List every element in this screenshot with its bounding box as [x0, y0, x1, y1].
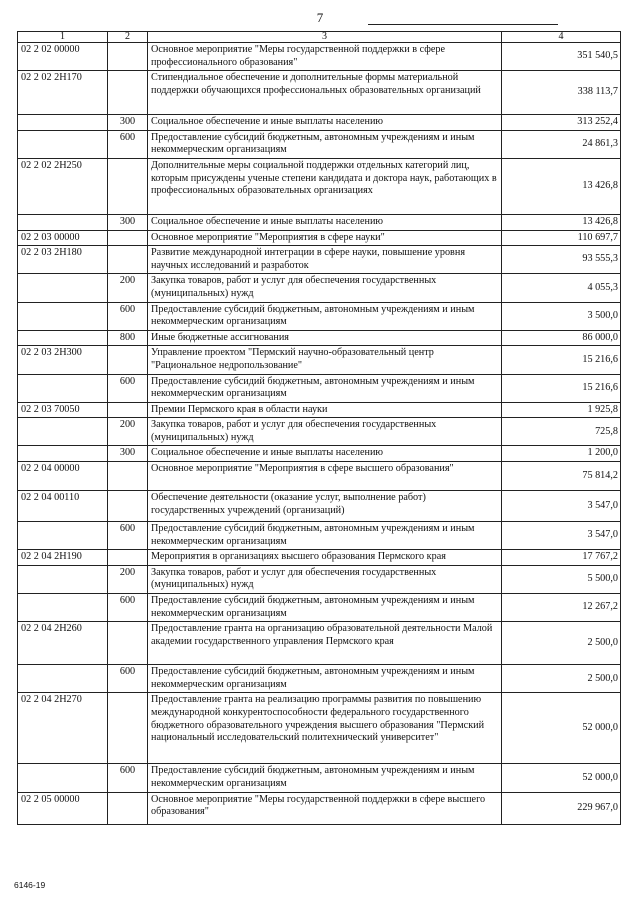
- row-code: [18, 594, 108, 622]
- row-amount: 338 113,7: [502, 71, 621, 115]
- row-code: [18, 130, 108, 158]
- row-amount: 93 555,3: [502, 246, 621, 274]
- row-expense-type: 600: [108, 302, 148, 330]
- row-expense-type: [108, 230, 148, 246]
- row-code: 02 2 04 00110: [18, 491, 108, 522]
- table-row: [18, 43, 621, 71]
- row-code: 02 2 03 00000: [18, 230, 108, 246]
- row-amount: 17 767,2: [502, 550, 621, 566]
- row-name: Предоставление субсидий бюджетным, автономным учреждениям и иным некоммерческим организациям: [148, 130, 502, 158]
- table-row: [18, 402, 621, 418]
- row-code: 02 2 04 00000: [18, 462, 108, 491]
- header-cell: 2: [108, 32, 148, 43]
- table-row: [18, 374, 621, 402]
- row-expense-type: 600: [108, 594, 148, 622]
- row-name: Иные бюджетные ассигнования: [148, 330, 502, 346]
- row-name: Дополнительные меры социальной поддержки отдельных категорий лиц, которым присуждены ученые степени кандидата и доктора наук, работающих в профессиональных образовательных организациях: [148, 158, 502, 214]
- table-row: [18, 71, 621, 115]
- row-expense-type: 600: [108, 522, 148, 550]
- row-name: Мероприятия в организациях высшего образования Пермского края: [148, 550, 502, 566]
- table-row: [18, 158, 621, 214]
- table-row: [18, 565, 621, 593]
- row-name: Обеспечение деятельности (оказание услуг, выполнение работ) государственных учреждений (организаций): [148, 491, 502, 522]
- row-name: Основное мероприятие "Меры государственной поддержки в сфере высшего образования": [148, 792, 502, 824]
- table-row: [18, 550, 621, 566]
- row-code: 02 2 04 2Н260: [18, 622, 108, 665]
- row-code: [18, 522, 108, 550]
- row-amount: 110 697,7: [502, 230, 621, 246]
- row-name: Предоставление субсидий бюджетным, автономным учреждениям и иным некоммерческим организациям: [148, 764, 502, 792]
- row-expense-type: [108, 462, 148, 491]
- row-code: [18, 418, 108, 446]
- row-name: Предоставление субсидий бюджетным, автономным учреждениям и иным некоммерческим организациям: [148, 374, 502, 402]
- footer-code: 6146-19: [14, 880, 46, 890]
- row-code: 02 2 02 2Н250: [18, 158, 108, 214]
- row-name: Закупка товаров, работ и услуг для обеспечения государственных (муниципальных) нужд: [148, 418, 502, 446]
- row-expense-type: [108, 402, 148, 418]
- row-amount: 1 925,8: [502, 402, 621, 418]
- row-name: Предоставление гранта на организацию образовательной деятельности Малой академии государственного управления Пермского края: [148, 622, 502, 665]
- row-expense-type: 200: [108, 565, 148, 593]
- row-amount: 52 000,0: [502, 764, 621, 792]
- row-expense-type: [108, 158, 148, 214]
- table-row: [18, 491, 621, 522]
- table-row: [18, 274, 621, 302]
- row-name: Основное мероприятие "Мероприятия в сфере высшего образования": [148, 462, 502, 491]
- table-row: [18, 330, 621, 346]
- row-code: [18, 330, 108, 346]
- row-code: [18, 274, 108, 302]
- row-code: 02 2 04 2Н270: [18, 693, 108, 764]
- row-code: [18, 115, 108, 131]
- table-row: [18, 130, 621, 158]
- row-expense-type: 600: [108, 374, 148, 402]
- table-row: [18, 522, 621, 550]
- row-expense-type: 200: [108, 274, 148, 302]
- row-expense-type: [108, 792, 148, 824]
- row-code: 02 2 03 70050: [18, 402, 108, 418]
- row-name: Социальное обеспечение и иные выплаты населению: [148, 115, 502, 131]
- table-row: [18, 346, 621, 374]
- row-amount: 86 000,0: [502, 330, 621, 346]
- table-row: [18, 622, 621, 665]
- row-code: [18, 665, 108, 693]
- row-code: [18, 446, 108, 462]
- page-number: 7: [316, 10, 324, 25]
- table-row: [18, 462, 621, 491]
- row-code: 02 2 03 2Н180: [18, 246, 108, 274]
- table-row: [18, 302, 621, 330]
- row-name: Социальное обеспечение и иные выплаты населению: [148, 446, 502, 462]
- row-code: [18, 374, 108, 402]
- row-amount: 12 267,2: [502, 594, 621, 622]
- row-amount: 4 055,3: [502, 274, 621, 302]
- row-expense-type: [108, 246, 148, 274]
- row-expense-type: [108, 346, 148, 374]
- header-row: [18, 32, 621, 43]
- row-expense-type: 300: [108, 115, 148, 131]
- row-amount: 13 426,8: [502, 214, 621, 230]
- row-amount: 13 426,8: [502, 158, 621, 214]
- table-row: [18, 446, 621, 462]
- row-expense-type: [108, 693, 148, 764]
- row-name: Закупка товаров, работ и услуг для обеспечения государственных (муниципальных) нужд: [148, 274, 502, 302]
- row-name: Управление проектом "Пермский научно-образовательный центр "Рациональное недропользование": [148, 346, 502, 374]
- row-expense-type: [108, 43, 148, 71]
- row-expense-type: 300: [108, 214, 148, 230]
- row-expense-type: 200: [108, 418, 148, 446]
- row-amount: 5 500,0: [502, 565, 621, 593]
- row-expense-type: [108, 622, 148, 665]
- row-name: Основное мероприятие "Меры государственной поддержки в сфере профессионального образования": [148, 43, 502, 71]
- row-amount: 313 252,4: [502, 115, 621, 131]
- top-rule: [368, 24, 558, 25]
- row-expense-type: 300: [108, 446, 148, 462]
- row-expense-type: 600: [108, 665, 148, 693]
- row-name: Предоставление гранта на реализацию программы развития по повышению международной конкурентоспособности федерального государственного бюджетного образовательного учреждения высшего образования "Пермский национальный исследовательский политехнический университет": [148, 693, 502, 764]
- row-name: Развитие международной интеграции в сфере науки, повышение уровня научных исследований и разработок: [148, 246, 502, 274]
- table-row: [18, 665, 621, 693]
- row-amount: 229 967,0: [502, 792, 621, 824]
- row-amount: 24 861,3: [502, 130, 621, 158]
- row-amount: 2 500,0: [502, 665, 621, 693]
- row-amount: 3 547,0: [502, 522, 621, 550]
- row-name: Предоставление субсидий бюджетным, автономным учреждениям и иным некоммерческим организациям: [148, 522, 502, 550]
- header-cell: 3: [148, 32, 502, 43]
- row-amount: 2 500,0: [502, 622, 621, 665]
- row-amount: 15 216,6: [502, 346, 621, 374]
- table-row: [18, 246, 621, 274]
- row-name: Основное мероприятие "Мероприятия в сфере науки": [148, 230, 502, 246]
- row-code: 02 2 02 2Н170: [18, 71, 108, 115]
- row-name: Премии Пермского края в области науки: [148, 402, 502, 418]
- row-expense-type: [108, 71, 148, 115]
- row-expense-type: [108, 550, 148, 566]
- table-row: [18, 418, 621, 446]
- table-row: [18, 693, 621, 764]
- row-name: Закупка товаров, работ и услуг для обеспечения государственных (муниципальных) нужд: [148, 565, 502, 593]
- row-code: [18, 565, 108, 593]
- row-amount: 15 216,6: [502, 374, 621, 402]
- row-code: [18, 764, 108, 792]
- budget-table: [17, 31, 621, 825]
- table-row: [18, 792, 621, 824]
- header-cell: 4: [502, 32, 621, 43]
- row-amount: 725,8: [502, 418, 621, 446]
- row-name: Предоставление субсидий бюджетным, автономным учреждениям и иным некоммерческим организациям: [148, 302, 502, 330]
- row-name: Социальное обеспечение и иные выплаты населению: [148, 214, 502, 230]
- table-row: [18, 230, 621, 246]
- row-expense-type: 600: [108, 130, 148, 158]
- row-code: 02 2 05 00000: [18, 792, 108, 824]
- row-amount: 75 814,2: [502, 462, 621, 491]
- row-code: 02 2 02 00000: [18, 43, 108, 71]
- row-code: 02 2 03 2Н300: [18, 346, 108, 374]
- row-code: 02 2 04 2Н190: [18, 550, 108, 566]
- table-row: [18, 764, 621, 792]
- row-amount: 3 500,0: [502, 302, 621, 330]
- row-name: Стипендиальное обеспечение и дополнительные формы материальной поддержки обучающихся профессиональных образовательных организаций: [148, 71, 502, 115]
- row-code: [18, 214, 108, 230]
- row-amount: 1 200,0: [502, 446, 621, 462]
- table-row: [18, 594, 621, 622]
- row-code: [18, 302, 108, 330]
- row-amount: 351 540,5: [502, 43, 621, 71]
- row-amount: 52 000,0: [502, 693, 621, 764]
- row-expense-type: 600: [108, 764, 148, 792]
- header-cell: 1: [18, 32, 108, 43]
- row-amount: 3 547,0: [502, 491, 621, 522]
- row-name: Предоставление субсидий бюджетным, автономным учреждениям и иным некоммерческим организациям: [148, 594, 502, 622]
- row-expense-type: 800: [108, 330, 148, 346]
- row-name: Предоставление субсидий бюджетным, автономным учреждениям и иным некоммерческим организациям: [148, 665, 502, 693]
- row-expense-type: [108, 491, 148, 522]
- table-row: [18, 115, 621, 131]
- table-row: [18, 214, 621, 230]
